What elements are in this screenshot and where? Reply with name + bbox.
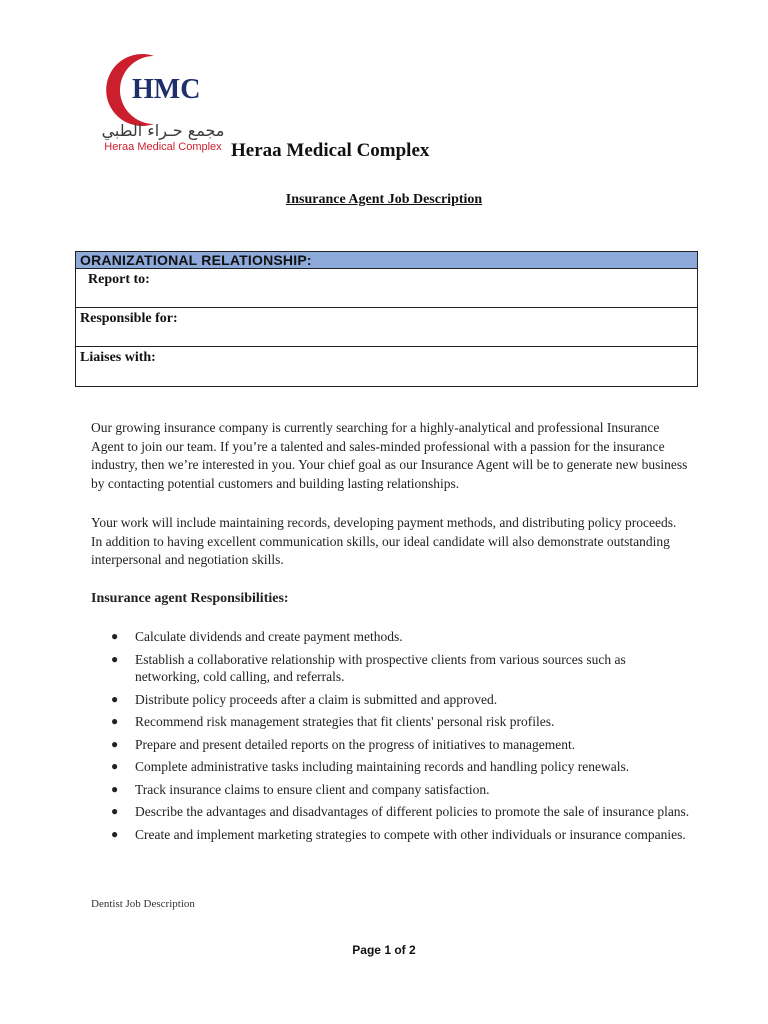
logo-english-name: Heraa Medical Complex [104,141,222,153]
page-separator: of [391,943,409,957]
report-to-label: Report to: [88,272,150,287]
list-item [91,781,691,799]
list-item [91,651,691,686]
organization-name: Heraa Medical Complex [231,140,430,161]
bullet-icon: ● [111,629,119,643]
page-prefix: Page [352,943,385,957]
bullet-icon: ● [111,804,119,818]
list-item-text: Distribute policy proceeds after a claim is submitted and approved. [135,691,498,707]
work-paragraph: Your work will include maintaining records, developing payment methods, and distributing policy proceeds. In addition to having excellent communication skills, our ideal candidate will also demonstrate outstanding interpersonal and negotiation skills. [91,515,677,567]
list-item-text: Recommend risk management strategies that fit clients' personal risk profiles. [135,714,555,729]
report-to-row [76,269,697,308]
list-item [91,803,691,821]
list-item-text: Describe the advantages and disadvantages of different policies to promote the sale of insurance plans. [135,804,690,819]
crescent-logo-icon [92,50,232,130]
list-item [91,826,691,844]
list-item-text: Establish a collaborative relationship with prospective clients from various sources such as networking, cold calling, and referrals. [135,651,626,684]
liaises-with-row [76,347,697,386]
responsible-for-row [76,308,697,347]
org-relationship-table [75,251,698,387]
liaises-with-label: Liaises with: [80,350,156,365]
list-item-text: Track insurance claims to ensure client and company satisfaction. [135,781,490,797]
bullet-icon: ● [111,826,119,841]
list-item [91,713,691,731]
list-item-text: Complete administrative tasks including maintaining records and handling policy renewals. [135,759,630,774]
intro-paragraph: Our growing insurance company is currently searching for a highly-analytical and professional Insurance Agent to join our team. If you’re a talented and sales-minded professional with a passion for the insurance industry, then we’re interested in you. Your chief goal as our Insurance Agent will be to generate new business by contacting potential customers and building lasting relationships. [91,420,688,491]
bullet-icon: ● [111,781,119,796]
page-current: 1 [384,943,391,957]
list-item [91,758,691,776]
logo-monogram: HMC [132,74,201,105]
bullet-icon: ● [111,736,119,751]
bullet-icon: ● [111,691,119,706]
document-title: Insurance Agent Job Description [285,192,483,207]
org-table-heading: ORANIZATIONAL RELATIONSHIP: [76,252,697,269]
responsible-for-label: Responsible for: [80,311,178,326]
bullet-icon: ● [111,714,119,728]
bullet-icon: ● [111,651,119,666]
list-item-text: Prepare and present detailed reports on the progress of initiatives to management. [135,736,576,752]
responsibilities-list [91,628,691,848]
page-total: 2 [409,943,416,957]
bullet-icon: ● [111,759,119,773]
footer-note: Dentist Job Description [91,898,195,910]
list-item-text: Create and implement marketing strategies to compete with other individuals or insurance companies. [135,826,686,842]
list-item [91,736,691,754]
responsibilities-heading: Insurance agent Responsibilities: [91,591,289,606]
logo-arabic-name: مجمع حـراء الطبي [101,121,225,140]
list-item [91,628,691,646]
list-item [91,691,691,709]
list-item-text: Calculate dividends and create payment methods. [135,629,403,644]
page-number [0,943,768,957]
